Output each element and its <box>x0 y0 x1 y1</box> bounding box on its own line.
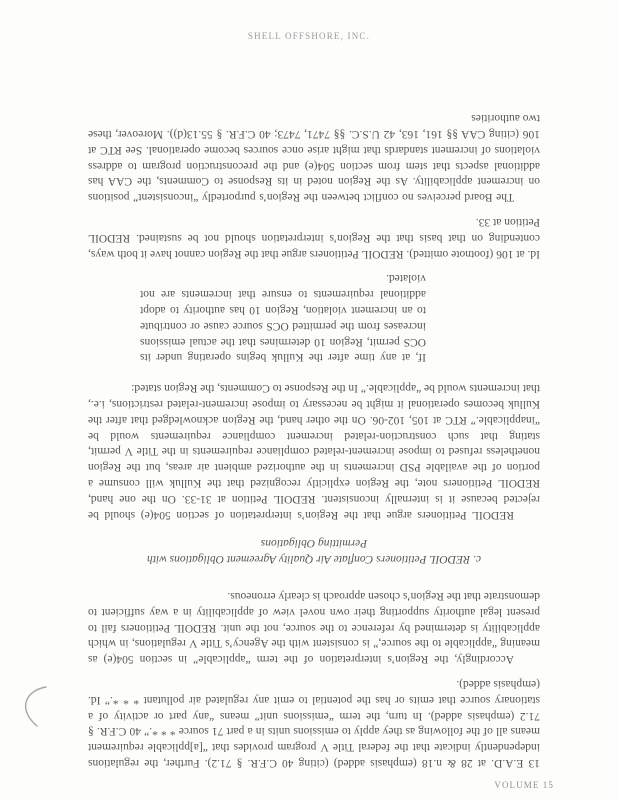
paragraph-accordingly: Accordingly, the Region’s interpretation of the term “applicable” in section 504(e) as meaning “applicable to the source,” is consistent with the Agency’s Title V regulations, in which applicability is determined by reference to the source, not the unit. REDOIL Petitioners fail to present legal authority supporting their own novel view of applicability in a way sufficient to demonstrate that the Region’s chosen approach is clearly erroneous. <box>88 590 540 666</box>
paragraph-redoil-argument: REDOIL Petitioners argue that the Region’s interpretation of section 504(e) should be rejected because it is internally inconsistent. REDOIL Petition at 31-33. On the one hand, REDOIL Petitioners note, the Region explicitly recognized that the Kulluk will consume a portion of the available PSD increments in the authorized ambient air areas, but the Region nonetheless refused to impose increment-related compliance requirements in the Title V permit, stating that such construction-related increment compliance requirements would be “inapplicable.” RTC at 105, 102-06. On the other hand, the Region acknowledged that after the Kulluk becomes operational it might be necessary to impose increment-related restrictions, i.e., that increments would be “applicable.” In the Response to Comments, the Region stated: <box>88 382 540 521</box>
volume-label: VOLUME 15 <box>494 780 554 790</box>
paragraph-id-at-106: Id. at 106 (footnote omitted). REDOIL Petitioners argue that the Region cannot have it both ways, contending on that basis that the Region’s interpretation should not be sustained. REDOIL Petition at 33. <box>88 216 540 260</box>
upside-down-text-block <box>88 52 540 770</box>
paragraph-board-perceives: The Board perceives no conflict between the Region’s purportedly “inconsistent” positions on increment applicability. As the Region noted in its Response to Comments, the CAA has additional aspects that stem from section 504(e) and the preconstruction program to address violations of increment standards that might arise once sources become operational. See RTC at 106 (citing CAA §§ 161, 163, 42 U.S.C. §§ 7471, 7473; 40 C.F.R. § 55.13(d)). Moreover, these two authorities <box>88 112 540 204</box>
paragraph-citation-continuation: 13 E.A.D. at 28 & n.18 (emphasis added) (citing 40 C.F.R. § 71.2). Further, the regulations independently indicate that the federal Title V program provides that “[a]pplicable requirement means all of the following as they apply to emissions units in a part 71 source * * *.” 40 C.F.R. § 71.2 (emphasis added). In turn, the term “emissions unit” means “any part or activity of a stationary source that emits or has the potential to emit any regulated air pollutant * * *.” Id. (emphasis added). <box>88 678 540 769</box>
section-heading: c. REDOIL Petitioners Conflate Air Quality Agreement Obligations with Permitting Obligations <box>147 537 482 566</box>
pen-mark <box>16 684 54 730</box>
block-quote: If, at any time after the Kulluk begins operating under its OCS permit, Region 10 determines that the actual emissions increases from the permitted OCS source cause or contribute to an increment violation, Region 10 has authority to adopt additional requirements to ensure that increments are not violated. <box>140 272 426 364</box>
running-header: SHELL OFFSHORE, INC. <box>247 31 371 41</box>
